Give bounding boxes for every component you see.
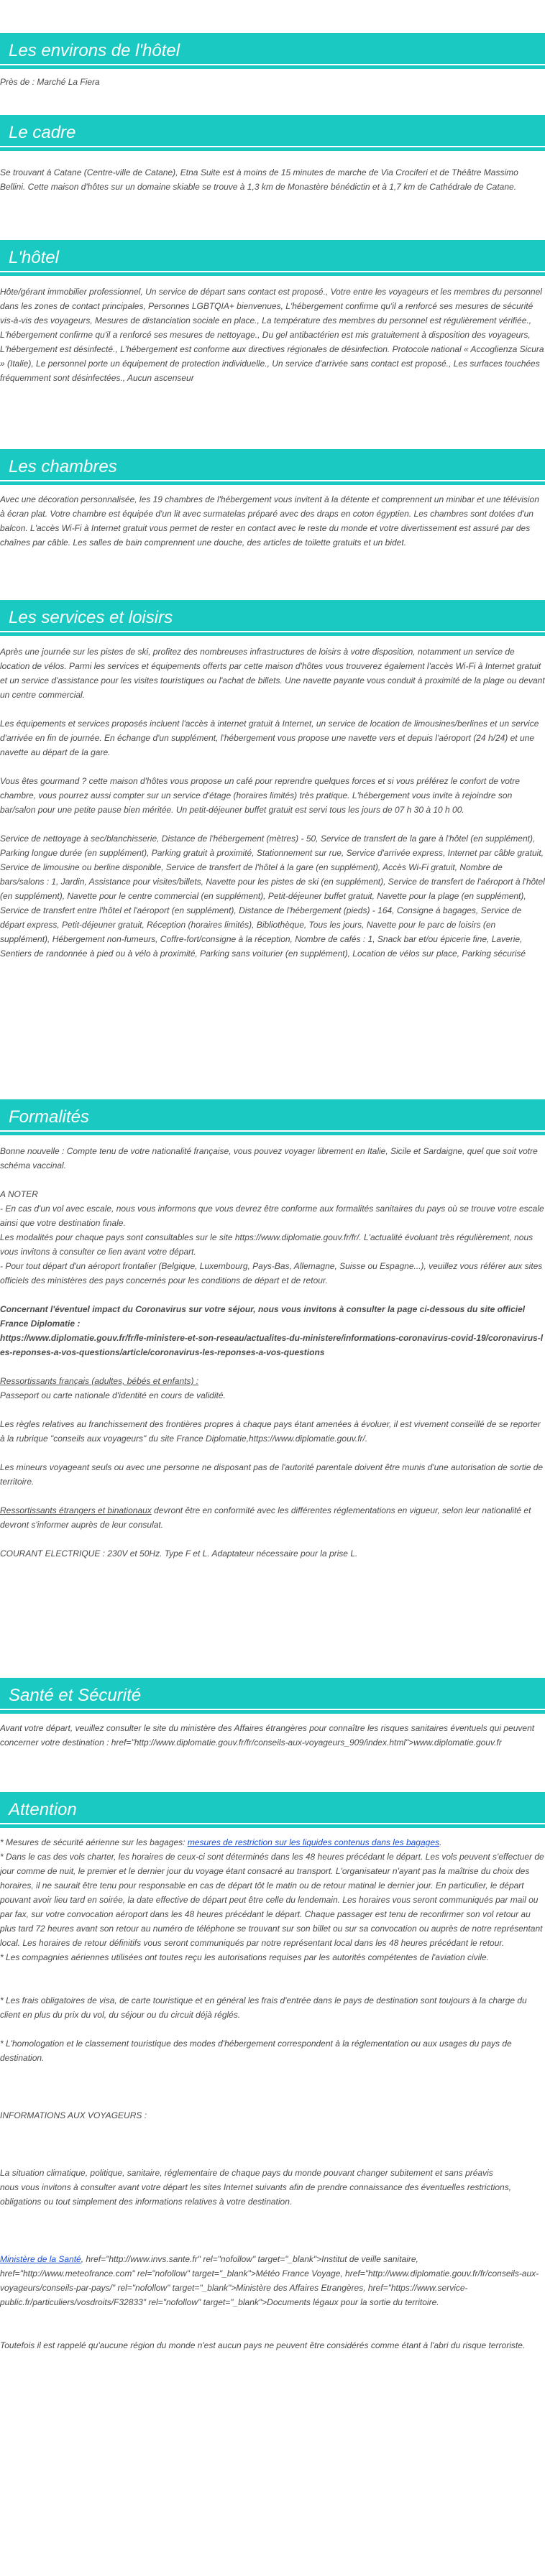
formalites-ressortissants-fr xyxy=(0,1374,545,1403)
situation-line-1: La situation climatique, politique, sanitaire, réglementaire de chaque pays du monde pouvant changer subitement et sans préavis xyxy=(0,2168,493,2178)
section-title-attention: Attention xyxy=(0,1792,545,1828)
section-hotel xyxy=(0,240,545,400)
ministere-sante-link[interactable]: Ministère de la Santé xyxy=(0,2254,81,2264)
hotel-text: Hôte/gérant immobilier professionnel, Un service de départ sans contact est proposé., Votre entre les voyageurs et les membres du personnel dans les zones de contact principales, Personnes LGBTQIA+ bienvenues, L'hébergement confirme qu'il a renforcé ses mesures de sécurité vis-à-vis des voyageurs, Mesures de distanciation sociale en place., La température des membres du personnel est régulièrement vérifiée., L'hébergement confirme qu'il a renforcé ses mesures de nettoyage., Du gel antibactérien est mis gratuitement à disposition des voyageurs, L'hébergement est désinfecté., L'hébergement est conforme aux directives régionales de désinfection. Protocole national « Accoglienza Sicura » (Italie), Le personnel porte un équipement de protection individuelle., Un service d'arrivée sans contact est proposé., Les surfaces touchées fréquemment sont désinfectées., Aucun ascenseur xyxy=(0,287,544,383)
formalites-courant: COURANT ELECTRIQUE : 230V et 50Hz. Type F et L. Adaptateur nécessaire pour la prise L. xyxy=(0,1548,358,1559)
services-p3: Vous êtes gourmand ? cette maison d'hôtes vous propose un café pour reprendre quelques forces et si vous préférez le confort de votre chambre, vous pourrez aussi compter sur un service d'étage (horaires limités) très pratique. L'hébergement vous invite à rejoindre son bar/salon pour une petite pause bien méritée. Un petit-déjeuner buffet gratuit est servi tous les jours de 07 h 30 à 10 h 00. xyxy=(0,776,520,815)
formalites-intro: Bonne nouvelle : Compte tenu de votre nationalité française, vous pouvez voyager librement en Italie, Sicile et Sardaigne, quel que soit votre schéma vaccinal. xyxy=(0,1146,538,1171)
note-line-3: - Pour tout départ d'un aéroport frontalier (Belgique, Luxembourg, Pays-Bas, Allemagne, Suisse ou Espagne...), veuillez vous référer aux sites officiels des ministères des pays concernés pour les conditions de départ et de retour. xyxy=(0,1261,543,1285)
sante-text: Avant votre départ, veuillez consulter le site du ministère des Affaires étrangères pour connaître les risques sanitaires éventuels qui peuvent concerner votre destination : href="http://www.diplomatie.gouv.fr/fr/conseils-aux-voyageurs_909/index.html">www.diplomatie.gouv.fr xyxy=(0,1723,535,1748)
attention-p1 xyxy=(0,1835,545,1965)
ressortissants-etr-title: Ressortissants étrangers et binationaux xyxy=(0,1505,152,1515)
info-terrorisme: Toutefois il est rappelé qu'aucune région du monde n'est aucun pays ne peuvent être considérés comme étant à l'abri du risque terroriste. xyxy=(0,2340,526,2350)
attention-frais: * Les frais obligatoires de visa, de carte touristique et en général les frais d'entrée dans le pays de destination sont toujours à la charge du client en plus du prix du vol, du séjour ou du circuit déjà réglés. xyxy=(0,1995,527,2020)
info-situation xyxy=(0,2166,545,2209)
coronavirus-intro: Concernant l'éventuel impact du Coronavirus sur votre séjour, nous vous invitons à consulter la page ci-dessous du site officiel France Diplomatie : xyxy=(0,1304,526,1329)
bagages-restriction-link[interactable]: mesures de restriction sur les liquides contenus dans les bagages xyxy=(187,1837,440,1847)
note-line-2: Les modalités pour chaque pays sont consultables sur le site https://www.diplomatie.gouv.fr/fr/. L'actualité évoluant très régulièrement, nous vous invitons à consulter ce lien avant votre départ. xyxy=(0,1232,533,1257)
formalites-mineurs: Les mineurs voyageant seuls ou avec une personne ne disposant pas de l'autorité parentale doivent être munis d'une autorisation de sortie de territoire. xyxy=(0,1462,544,1487)
section-cadre xyxy=(0,115,545,208)
ressortissants-etr-text: devront être en conformité avec les différentes réglementations en vigueur, selon leur nationalité et devront s'informer auprès de leur consulat. xyxy=(0,1505,531,1530)
section-chambres xyxy=(0,449,545,564)
charter-text: * Dans le cas des vols charter, les horaires de ceux-ci sont déterminés dans les 48 heures précédant le départ. Les vols peuvent s'effectuer de jour comme de nuit, le premier et le dernier jour du voyage étant consacré au transport. L'organisateur n'ayant pas la maîtrise du choix des horaires, il ne saurait être tenu pour responsable en cas de départ tôt le matin ou de retour matinal le dernier jour. En particulier, le départ pouvant avoir lieu tard en soirée, la date effective de départ peut être celle du lendemain. Les horaires vous seront communiqués par mail ou par fax, sur votre convocation aéroport dans les 48 heures précédant le départ. Chaque passager est tenu de reconfirmer son vol retour au plus tard 72 heures avant son retour au numéro de téléphone se trouvant sur son billet ou sur sa convocation ou auprès de notre représentant local. Les horaires de retour définitifs vous seront communiqués par notre représentant local dans les 48 heures précédant le retour. xyxy=(0,1852,544,1948)
formalites-ressortissants-etr xyxy=(0,1503,545,1532)
bagages-prefix: * Mesures de sécurité aérienne sur les bagages: xyxy=(0,1837,188,1847)
section-title-chambres: Les chambres xyxy=(0,449,545,485)
info-voyageurs-title: INFORMATIONS AUX VOYAGEURS : xyxy=(0,2110,147,2120)
services-p4: Service de nettoyage à sec/blanchisserie, Distance de l'hébergement (mètres) - 50, Service de transfert de la gare à l'hôtel (en supplément), Parking longue durée (en supplément), Parking gratuit à proximité, Stationnement sur rue, Service d'arrivée express, Internet par câble gratuit, Service de limousine ou berline disponible, Service de transfert de l'hôtel à la gare (en supplément), Accès Wi-Fi gratuit, Nombre de bars/salons : 1, Jardin, Assistance pour visites/billets, Navette pour les pistes de ski (en supplément), Service de transfert de l'aéroport à l'hôtel (en supplément), Navette pour le centre commercial (en supplément), Petit-déjeuner buffet gratuit, Navette pour la plage (en supplément), Service de transfert entre l'hôtel et l'aéroport (en supplément), Distance de l'hébergement (pieds) - 164, Consigne à bagages, Service de départ express, Petit-déjeuner gratuit, Réception (horaires limités), Bibliothèque, Tous les jours, Navette pour le parc de loisirs (en supplément), Hébergement non-fumeurs, Coffre-fort/consigne à la réception, Nombre de cafés : 1, Snack bar et/ou épicerie fine, Laverie, Sentiers de randonnée à pied ou à vélo à proximité, Parking sans voiturier (en supplément), Location de vélos sur place, Parking sécurisé xyxy=(0,834,545,959)
situation-line-2: nous vous invitons à consulter avant votre départ les sites Internet suivants afin de prendre connaissance des éventuelles restrictions, obligations ou tout simplement des informations relatives à votre destination. xyxy=(0,2182,512,2207)
section-title-sante: Santé et Sécurité xyxy=(0,1678,545,1714)
section-title-services: Les services et loisirs xyxy=(0,600,545,636)
services-p1: Après une journée sur les pistes de ski, profitez des nombreuses infrastructures de loisirs à votre disposition, notamment un service de location de vélos. Parmi les services et équipements offerts par cette maison d'hôtes vous trouverez également l'accès Wi-Fi à Internet gratuit et un service d'assistance pour les visites touristiques ou l'achat de billets. Une navette payante vous conduit à proximité de la plage ou devant un centre commercial. xyxy=(0,647,545,700)
ressortissants-fr-title: Ressortissants français (adultes, bébés et enfants) : xyxy=(0,1376,199,1386)
section-environs xyxy=(0,33,545,103)
formalites-regles: Les règles relatives au franchissement des frontières propres à chaque pays étant amenées à évoluer, il est vivement conseillé de se reporter à la rubrique "conseils aux voyageurs" du site France Diplomatie,https://www.diplomatie.gouv.fr/. xyxy=(0,1419,541,1444)
ressortissants-fr-text: Passeport ou carte nationale d'identité en cours de validité. xyxy=(0,1390,226,1400)
section-formalites xyxy=(0,1099,545,1575)
attention-homologation: * L'homologation et le classement touristique des modes d'hébergement correspondent à la réglementation ou aux usages du pays de destination. xyxy=(0,2039,512,2063)
info-links xyxy=(0,2252,545,2309)
section-attention xyxy=(0,1792,545,2367)
coronavirus-url[interactable]: https://www.diplomatie.gouv.fr/fr/le-ministere-et-son-reseau/actualites-du-ministere/informations-coronavirus-covid-19/coronavirus-les-reponses-a-vos-questions/article/coronavirus-les-reponses-a-vos-questions xyxy=(0,1333,544,1357)
links-rest: , href="http://www.invs.sante.fr" rel="nofollow" target="_blank">Institut de veille sanitaire, href="http://www.meteofrance.com" rel="nofollow" target="_blank">Météo France Voyage, href="http://www.diplomatie.gouv.fr/fr/conseils-aux-voyageurs/conseils-par-pays/" rel="nofollow" target="_blank">Ministère des Affaires Etrangères, href="https://www.service-public.fr/particuliers/vosdroits/F32833" rel="nofollow" target="_blank">Documents légaux pour la sortie du territoire. xyxy=(0,2254,539,2307)
section-services xyxy=(0,600,545,975)
section-title-formalites: Formalités xyxy=(0,1099,545,1135)
compagnies-text: * Les compagnies aériennes utilisées ont toutes reçu les autorisations requises par les autorités compétentes de l'aviation civile. xyxy=(0,1952,489,1962)
formalites-note xyxy=(0,1187,545,1288)
section-title-hotel: L'hôtel xyxy=(0,240,545,276)
section-title-environs: Les environs de l'hôtel xyxy=(0,33,545,69)
formalites-coronavirus xyxy=(0,1302,545,1359)
services-p2: Les équipements et services proposés incluent l'accès à internet gratuit à Internet, un service de location de limousines/berlines et un service d'arrivée en fin de journée. En échange d'un supplément, l'hébergement vous propose une navette vers et depuis l'aéroport (24 h/24) et une navette au départ de la gare. xyxy=(0,719,539,757)
cadre-text: Se trouvant à Catane (Centre-ville de Catane), Etna Suite est à moins de 15 minutes de marche de Via Crociferi et de Théâtre Massimo Bellini. Cette maison d'hôtes sur un domaine skiable se trouve à 1,3 km de Monastère bénédictin et à 1,7 km de Cathédrale de Catane. xyxy=(0,167,518,192)
section-title-cadre: Le cadre xyxy=(0,115,545,151)
environs-text: Près de : Marché La Fiera xyxy=(0,77,100,87)
note-line-1: - En cas d'un vol avec escale, nous vous informons que vous devrez être conforme aux formalités sanitaires du pays où se trouve votre escale ainsi que votre destination finale. xyxy=(0,1204,544,1228)
chambres-text: Avec une décoration personnalisée, les 19 chambres de l'hébergement vous invitent à la détente et comprennent un minibar et une télévision à écran plat. Votre chambre est équipée d'un lit avec surmatelas préparé avec des draps en coton égyptien. Les chambres sont dotées d'un balcon. L'accès Wi-Fi à Internet gratuit vous permet de rester en contact avec le reste du monde et votre divertissement est assuré par des chaînes par câble. Les salles de bain comprennent une douche, des articles de toilette gratuits et un bidet. xyxy=(0,494,539,548)
bagages-suffix: . xyxy=(439,1837,442,1847)
note-line-0: A NOTER xyxy=(0,1189,38,1199)
section-sante xyxy=(0,1678,545,1764)
